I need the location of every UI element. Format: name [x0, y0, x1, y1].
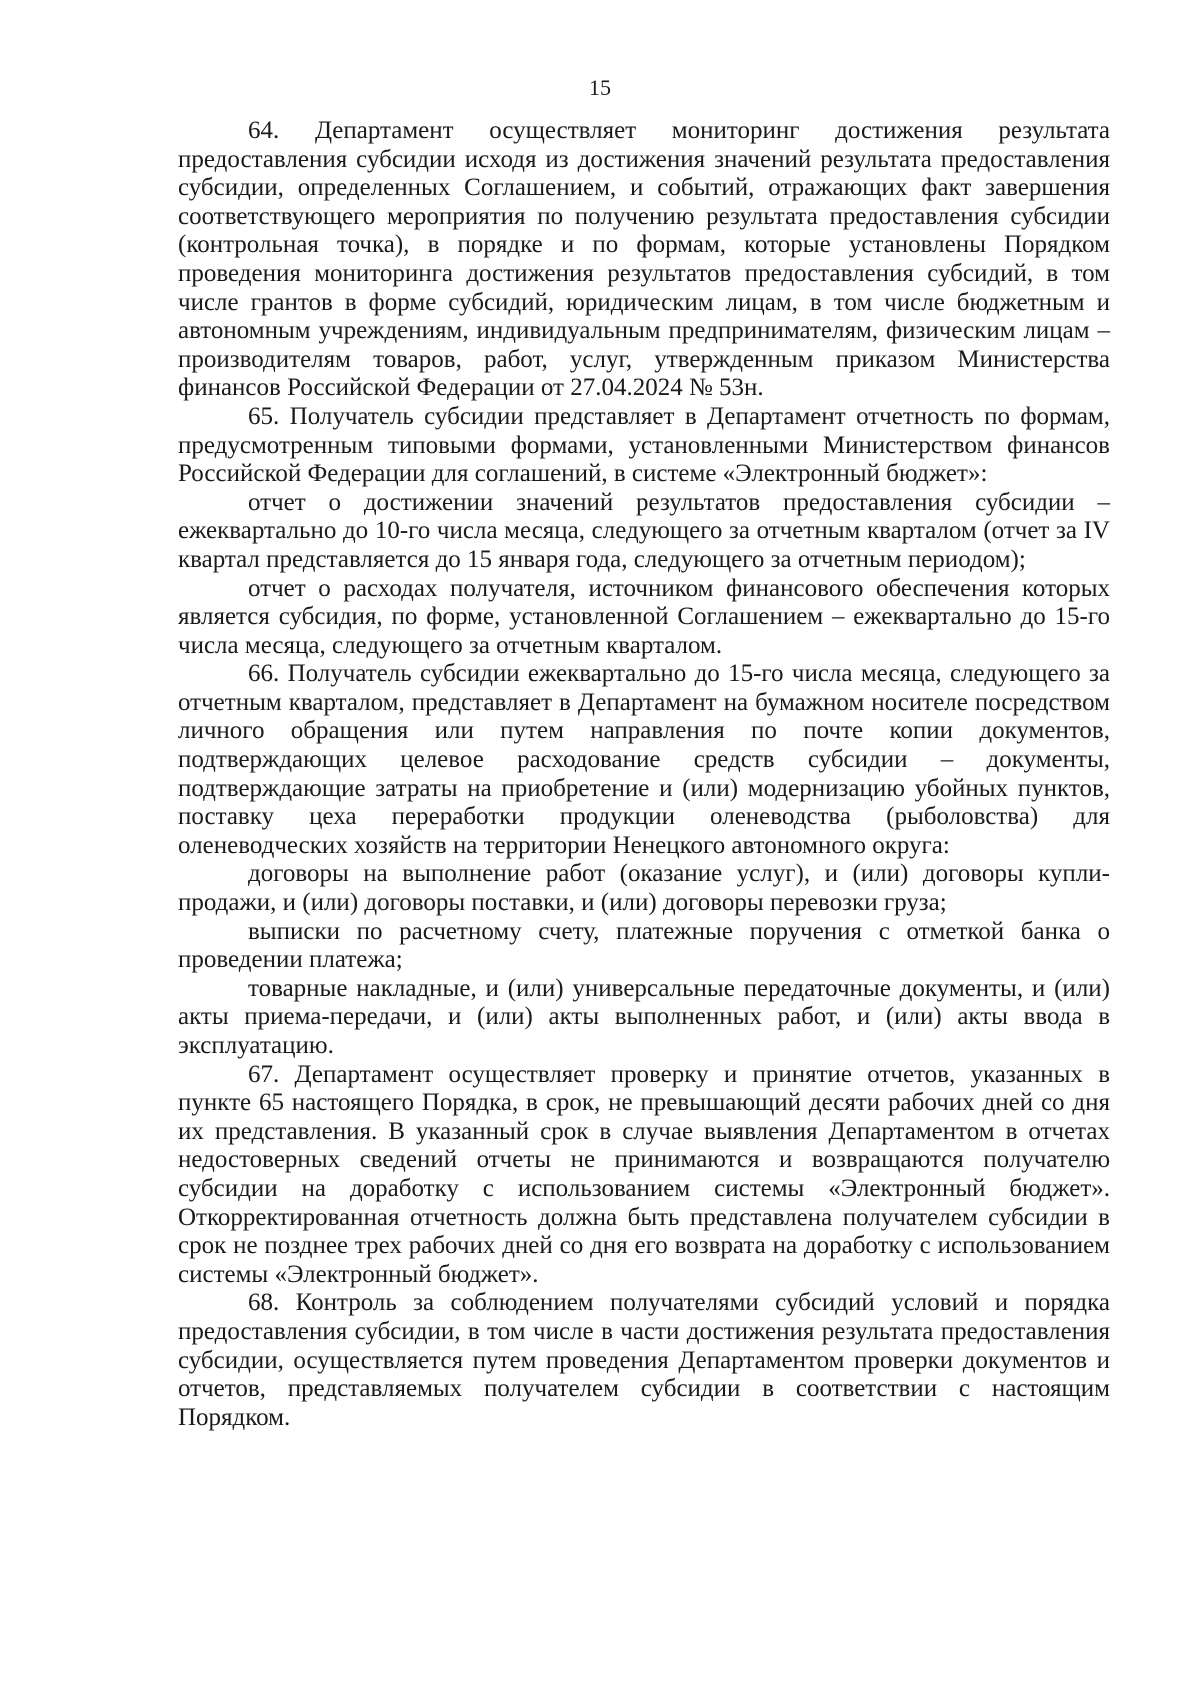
document-body: [178, 117, 1110, 1432]
paragraph-68: 68. Контроль за соблюдением получателями субсидий условий и порядка предоставления субсидии, в том числе в части достижения результата предоставления субсидии, осуществляется путем проведения Департаментом проверки документов и отчетов, представляемых получателем субсидии в соответствии с настоящим Порядком.: [178, 1289, 1110, 1431]
paragraph-66-item-1: договоры на выполнение работ (оказание услуг), и (или) договоры купли-продажи, и (или) договоры поставки, и (или) договоры перевозки груза;: [178, 860, 1110, 917]
paragraph-65-item-2: отчет о расходах получателя, источником финансового обеспечения которых является субсидия, по форме, установленной Соглашением – ежеквартально до 15-го числа месяца, следующего за отчетным кварталом.: [178, 574, 1110, 659]
paragraph-65-item-1: отчет о достижении значений результатов предоставления субсидии – ежеквартально до 10-го числа месяца, следующего за отчетным кварталом (отчет за IV квартал представляется до 15 января года, следующего за отчетным периодом);: [178, 488, 1110, 573]
paragraph-66: 66. Получатель субсидии ежеквартально до 15-го числа месяца, следующего за отчетным кварталом, представляет в Департамент на бумажном носителе посредством личного обращения или путем направления по почте копии документов, подтверждающих целевое расходование средств субсидии – документы, подтверждающие затраты на приобретение и (или) модернизацию убойных пунктов, поставку цеха переработки продукции оленеводства (рыболовства) для оленеводческих хозяйств на территории Ненецкого автономного округа:: [178, 660, 1110, 859]
paragraph-65: 65. Получатель субсидии представляет в Департамент отчетность по формам, предусмотренным типовыми формами, установленными Министерством финансов Российской Федерации для соглашений, в системе «Электронный бюджет»:: [178, 402, 1110, 488]
paragraph-64: 64. Департамент осуществляет мониторинг достижения результата предоставления субсидии исходя из достижения значений результата предоставления субсидии, определенных Соглашением, и событий, отражающих факт завершения соответствующего мероприятия по получению результата предоставления субсидии (контрольная точка), в порядке и по формам, которые установлены Порядком проведения мониторинга достижения результатов предоставления субсидий, в том числе грантов в форме субсидий, юридическим лицам, в том числе бюджетным и автономным учреждениям, индивидуальным предпринимателям, физическим лицам – производителям товаров, работ, услуг, утвержденным приказом Министерства финансов Российской Федерации от 27.04.2024 № 53н.: [178, 117, 1110, 402]
paragraph-66-item-2: выписки по расчетному счету, платежные поручения с отметкой банка о проведении платежа;: [178, 917, 1110, 974]
paragraph-66-item-3: товарные накладные, и (или) универсальные передаточные документы, и (или) акты приема-передачи, и (или) акты выполненных работ, и (или) акты ввода в эксплуатацию.: [178, 974, 1110, 1059]
page-number: 15: [589, 75, 611, 100]
paragraph-67: 67. Департамент осуществляет проверку и принятие отчетов, указанных в пункте 65 настоящего Порядка, в срок, не превышающий десяти рабочих дней со дня их представления. В указанный срок в случае выявления Департаментом в отчетах недостоверных сведений отчеты не принимаются и возвращаются получателю субсидии на доработку с использованием системы «Электронный бюджет». Откорректированная отчетность должна быть представлена получателем субсидии в срок не позднее трех рабочих дней со дня его возврата на доработку с использованием системы «Электронный бюджет».: [178, 1060, 1110, 1288]
